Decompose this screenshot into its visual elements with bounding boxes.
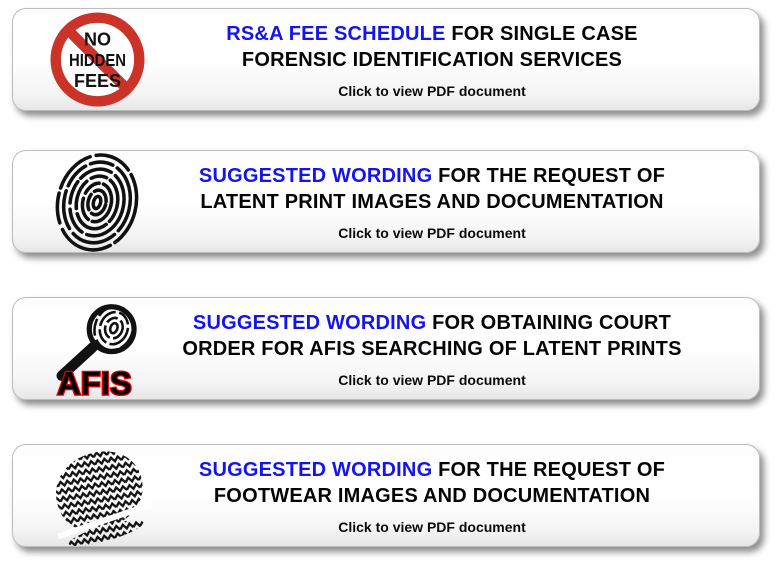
- banner-title-rest: FOR THE REQUEST OF: [438, 458, 666, 481]
- footwear-icon-box: [33, 444, 161, 547]
- fee-schedule-text: [161, 21, 741, 99]
- banner-title-blue: RS&A FEE SCHEDULE: [226, 22, 446, 45]
- latent-print-text: [161, 163, 741, 241]
- banner-title-line2: FORENSIC IDENTIFICATION SERVICES: [241, 48, 623, 71]
- banner-title-line1: [165, 163, 699, 189]
- banner-title-line2: FOOTWEAR IMAGES AND DOCUMENTATION: [213, 484, 651, 507]
- banner-title-rest: FOR THE REQUEST OF: [438, 164, 666, 187]
- click-to-view-label: Click to view PDF document: [338, 82, 526, 99]
- footwear-print-icon: [38, 445, 156, 546]
- banner-title-line1: [165, 310, 699, 336]
- afis-court-order-banner[interactable]: [12, 297, 760, 400]
- fee-schedule-banner[interactable]: [12, 8, 760, 111]
- click-to-view-label: Click to view PDF document: [338, 518, 526, 535]
- click-to-view-label: Click to view PDF document: [338, 224, 526, 241]
- afis-label: AFIS: [57, 364, 132, 399]
- footwear-banner[interactable]: [12, 444, 760, 547]
- banner-title-rest: FOR SINGLE CASE: [451, 22, 638, 45]
- afis-magnifier-icon: [36, 299, 158, 399]
- no-hidden-fees-icon: [50, 12, 145, 107]
- banner-title-line1: [165, 21, 699, 47]
- afis-text: [161, 310, 741, 388]
- latent-print-banner[interactable]: [12, 150, 760, 253]
- click-to-view-label: Click to view PDF document: [338, 371, 526, 388]
- latent-print-icon-box: [33, 150, 161, 253]
- fee-schedule-icon-box: [33, 8, 161, 111]
- sign-line-hidden: HIDDEN: [68, 51, 126, 71]
- banner-title-line1: [165, 457, 699, 483]
- banner-title-line2: ORDER FOR AFIS SEARCHING OF LATENT PRINTS: [182, 337, 682, 360]
- sign-line-no: NO: [83, 29, 111, 50]
- afis-icon-box: [33, 297, 161, 400]
- sign-line-fees: FEES: [73, 71, 121, 92]
- banner-title-line2: LATENT PRINT IMAGES AND DOCUMENTATION: [200, 190, 664, 213]
- banner-title-blue: SUGGESTED WORDING: [192, 311, 427, 334]
- banner-title-blue: SUGGESTED WORDING: [198, 458, 433, 481]
- banner-title-rest: FOR OBTAINING COURT: [432, 311, 672, 334]
- fingerprint-icon: [51, 151, 143, 253]
- footwear-text: [161, 457, 741, 535]
- banner-title-blue: SUGGESTED WORDING: [198, 164, 433, 187]
